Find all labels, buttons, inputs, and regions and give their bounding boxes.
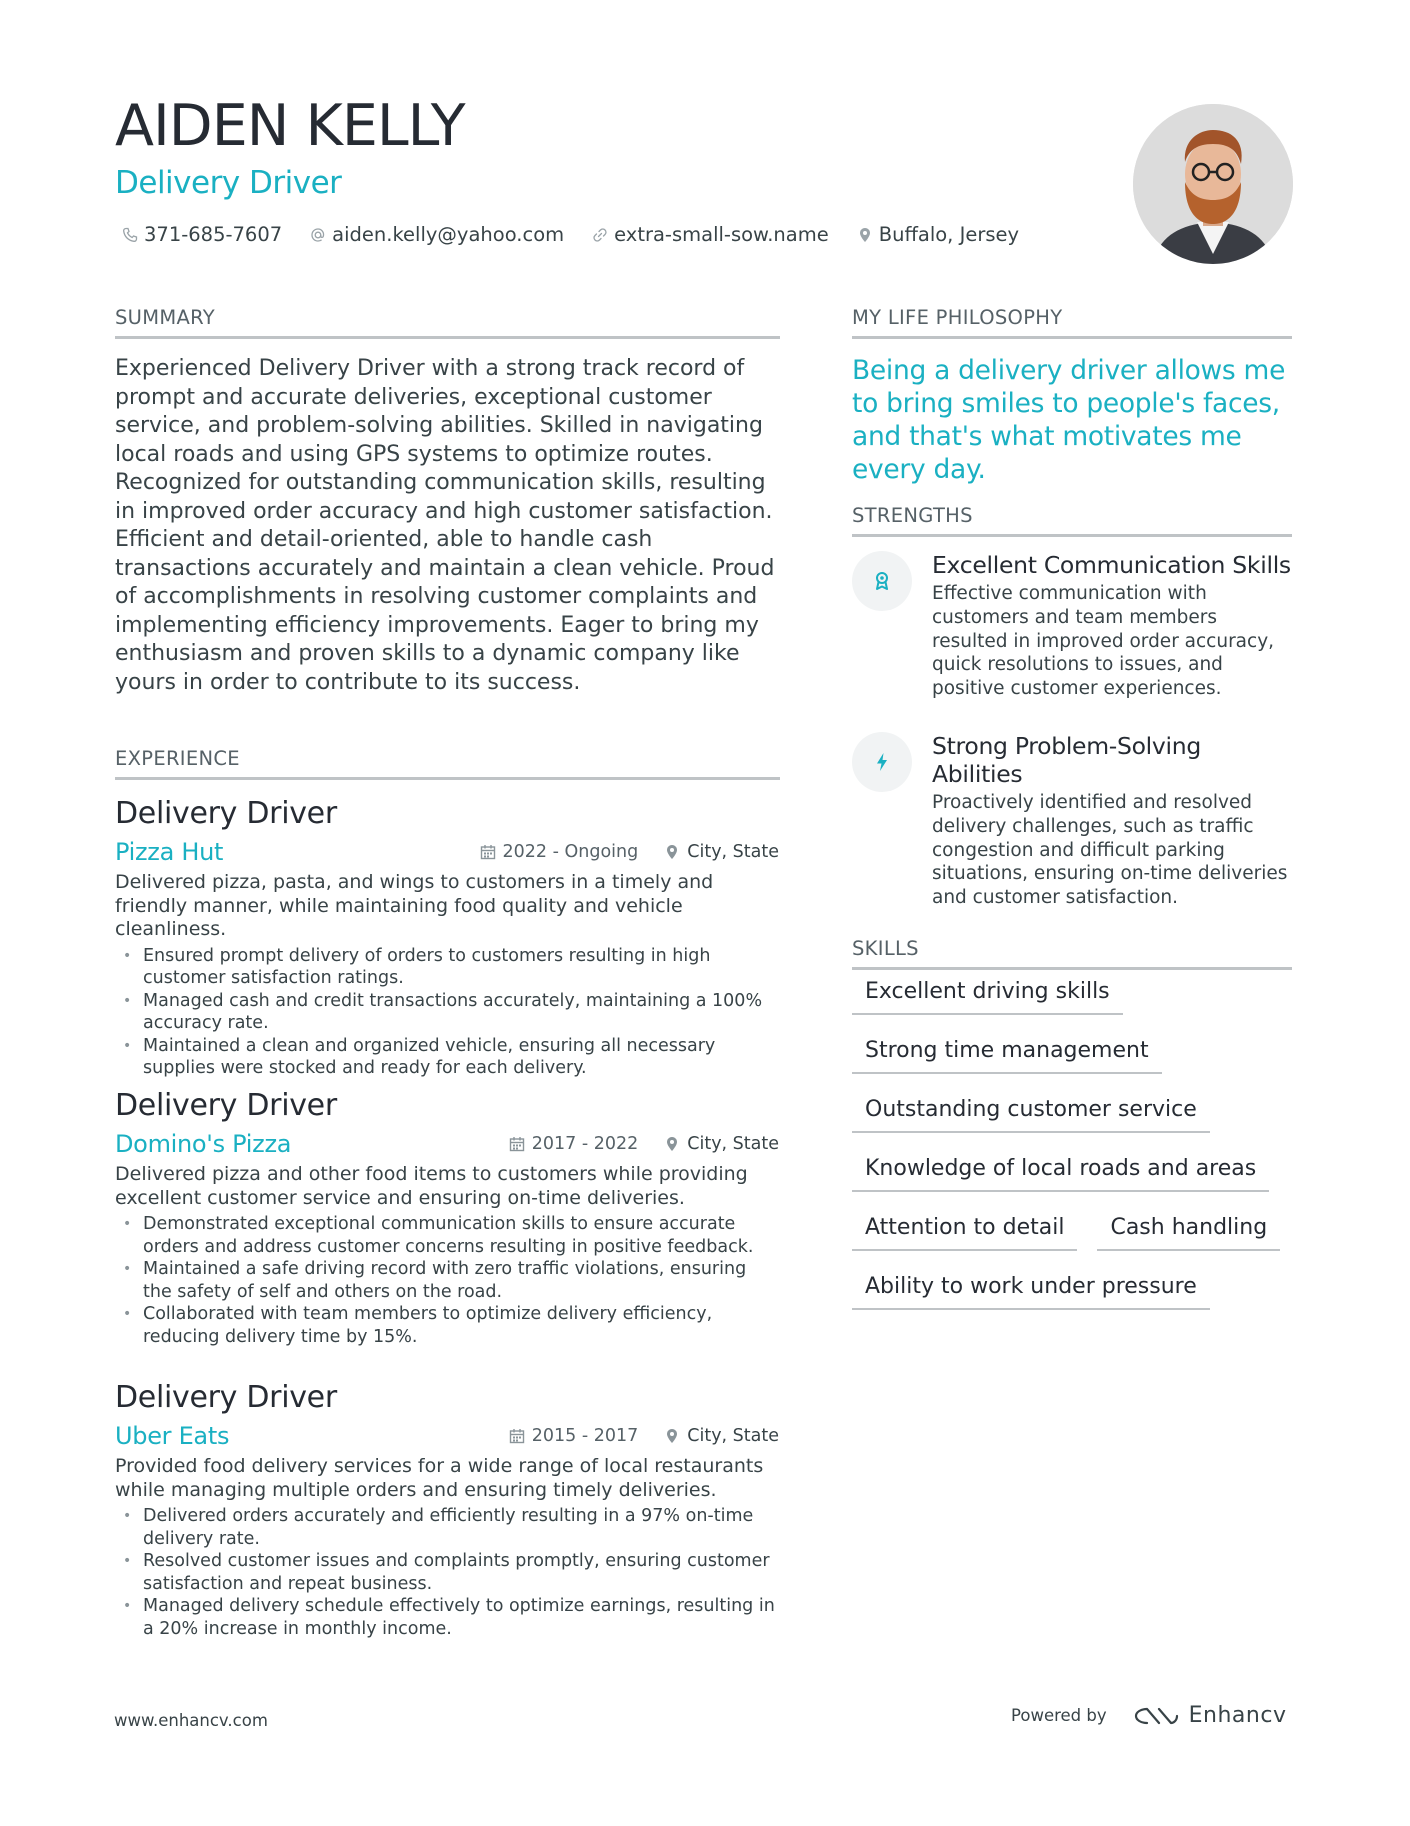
job-meta (509, 1134, 779, 1154)
job-bullet: • Maintained a safe driving record with zero traffic violations, ensuring the safety of self and others on the road. (115, 1258, 779, 1303)
summary-text: Experienced Delivery Driver with a strong track record of prompt and accurate deliveries, exceptional customer service, and problem-solving abilities. Skilled in navigating local roads and using GPS systems to optimize routes. Recognized for outstanding communication skills, resulting in improved order accuracy and high customer satisfaction. Efficient and detail-oriented, able to handle cash transactions accurately and maintain a clean vehicle. Proud of accomplishments in resolving customer complaints and implementing efficiency improvements. Eager to bring my enthusiasm and proven skills to a dynamic company like yours in order to contribute to its success. (115, 356, 775, 695)
job-title: Delivery Driver (115, 796, 337, 831)
brand-name: Enhancv (1188, 1703, 1287, 1728)
contact-website[interactable] (592, 222, 829, 248)
contact-phone (122, 222, 282, 248)
powered-by-text: Powered by (1011, 1706, 1107, 1725)
job-location-text: City, State (687, 1426, 779, 1446)
job-info-row (115, 837, 779, 867)
strength-title: Strong Problem-Solving Abilities (932, 732, 1201, 788)
candidate-name: AIDEN KELLY (115, 93, 465, 159)
strength-description: Proactively identified and resolved delivery challenges, such as traffic congestion and difficult parking situations, ensuring on-time deliveries and customer satisfaction. (932, 792, 1288, 909)
experience-item (115, 797, 779, 1080)
skill-tag: Excellent driving skills (852, 978, 1123, 1015)
job-dates-text: 2022 - Ongoing (502, 842, 639, 862)
job-location (664, 842, 779, 862)
summary-section-title: SUMMARY (115, 308, 780, 339)
company-name: Pizza Hut (115, 838, 224, 866)
candidate-role: Delivery Driver (115, 165, 342, 201)
lightning-icon (870, 750, 894, 774)
strength-icon-badge (852, 551, 912, 611)
job-bullets (115, 1213, 779, 1348)
job-description: Delivered pizza, pasta, and wings to customers in a timely and friendly manner, while maintaining food quality and vehicle cleanliness. (115, 871, 714, 940)
phone-text: 371-685-7607 (144, 223, 283, 246)
job-bullet: • Managed delivery schedule effectively to optimize earnings, resulting in a 20% increase in monthly income. (115, 1595, 779, 1640)
job-dates (509, 1426, 639, 1446)
job-title: Delivery Driver (115, 1088, 337, 1123)
skill-tag: Ability to work under pressure (852, 1273, 1210, 1310)
strength-title: Excellent Communication Skills (932, 551, 1291, 579)
job-bullet: • Delivered orders accurately and efficiently resulting in a 97% on-time delivery rate. (115, 1505, 779, 1550)
avatar-illustration (1133, 104, 1293, 264)
contact-location (857, 222, 1019, 248)
philosophy-section-title: MY LIFE PHILOSOPHY (852, 308, 1292, 339)
job-location-text: City, State (687, 842, 779, 862)
job-dates (509, 1134, 639, 1154)
calendar-icon (509, 1428, 525, 1444)
job-description: Delivered pizza and other food items to customers while providing excellent customer service and ensuring on-time deliveries. (115, 1163, 748, 1209)
philosophy-quote: Being a delivery driver allows me to bring smiles to people's faces, and that's what motivates me every day. (852, 355, 1286, 485)
job-location (664, 1426, 779, 1446)
company-name: Uber Eats (115, 1422, 230, 1450)
job-description: Provided food delivery services for a wide range of local restaurants while managing multiple orders and ensuring timely deliveries. (115, 1455, 764, 1501)
strength-description: Effective communication with customers and team members resulted in improved order accuracy, quick resolutions to issues, and positive customer experiences. (932, 583, 1275, 700)
skills-list (852, 978, 1297, 1332)
contact-bar (122, 222, 1019, 248)
job-title: Delivery Driver (115, 1380, 337, 1415)
footer-website[interactable]: www.enhancv.com (114, 1711, 268, 1730)
link-icon (592, 227, 608, 243)
job-meta (480, 842, 779, 862)
map-pin-icon (664, 1428, 680, 1444)
calendar-icon (480, 844, 496, 860)
job-bullet: • Ensured prompt delivery of orders to customers resulting in high customer satisfaction ratings. (115, 945, 779, 990)
strength-body (932, 551, 1297, 701)
experience-item (115, 1089, 779, 1348)
strength-item (852, 551, 1297, 701)
skill-tag: Attention to detail (852, 1214, 1077, 1251)
website-text: extra-small-sow.name (614, 223, 829, 246)
strength-body (932, 732, 1297, 910)
skill-tag: Knowledge of local roads and areas (852, 1155, 1269, 1192)
calendar-icon (509, 1136, 525, 1152)
job-bullet: • Resolved customer issues and complaints promptly, ensuring customer satisfaction and repeat business. (115, 1550, 779, 1595)
strength-icon-badge (852, 732, 912, 792)
skill-tag: Strong time management (852, 1037, 1162, 1074)
skill-tag: Outstanding customer service (852, 1096, 1210, 1133)
job-info-row (115, 1421, 779, 1451)
job-bullets (115, 945, 779, 1080)
job-info-row (115, 1129, 779, 1159)
enhancv-logo-icon (1133, 1704, 1179, 1728)
job-meta (509, 1426, 779, 1446)
job-dates-text: 2015 - 2017 (531, 1426, 639, 1446)
enhancv-brand[interactable] (1133, 1703, 1287, 1728)
company-name: Domino's Pizza (115, 1130, 292, 1158)
job-dates (480, 842, 639, 862)
skill-tag: Cash handling (1097, 1214, 1280, 1251)
job-bullets (115, 1505, 779, 1640)
job-location (664, 1134, 779, 1154)
job-location-text: City, State (687, 1134, 779, 1154)
profile-photo (1133, 104, 1293, 264)
phone-icon (122, 227, 138, 243)
job-dates-text: 2017 - 2022 (531, 1134, 639, 1154)
job-bullet: • Demonstrated exceptional communication skills to ensure accurate orders and address customer concerns resulting in positive feedback. (115, 1213, 779, 1258)
experience-section-title: EXPERIENCE (115, 749, 780, 780)
job-bullet: • Managed cash and credit transactions accurately, maintaining a 100% accuracy rate. (115, 990, 779, 1035)
location-text: Buffalo, Jersey (878, 223, 1020, 246)
strength-item (852, 732, 1297, 910)
map-pin-icon (664, 1136, 680, 1152)
email-text: aiden.kelly@yahoo.com (332, 223, 565, 246)
award-icon (870, 569, 894, 593)
job-bullet: • Collaborated with team members to optimize delivery efficiency, reducing delivery time by 15%. (115, 1303, 779, 1348)
job-bullet: • Maintained a clean and organized vehicle, ensuring all necessary supplies were stocked and ready for each delivery. (115, 1035, 779, 1080)
skills-section-title: SKILLS (852, 939, 1292, 970)
at-sign-icon (310, 227, 326, 243)
map-pin-icon (664, 844, 680, 860)
contact-email[interactable] (310, 222, 564, 248)
map-pin-icon (857, 227, 873, 243)
strengths-section-title: STRENGTHS (852, 506, 1292, 537)
footer-powered-by (1011, 1703, 1286, 1728)
experience-item (115, 1381, 779, 1640)
